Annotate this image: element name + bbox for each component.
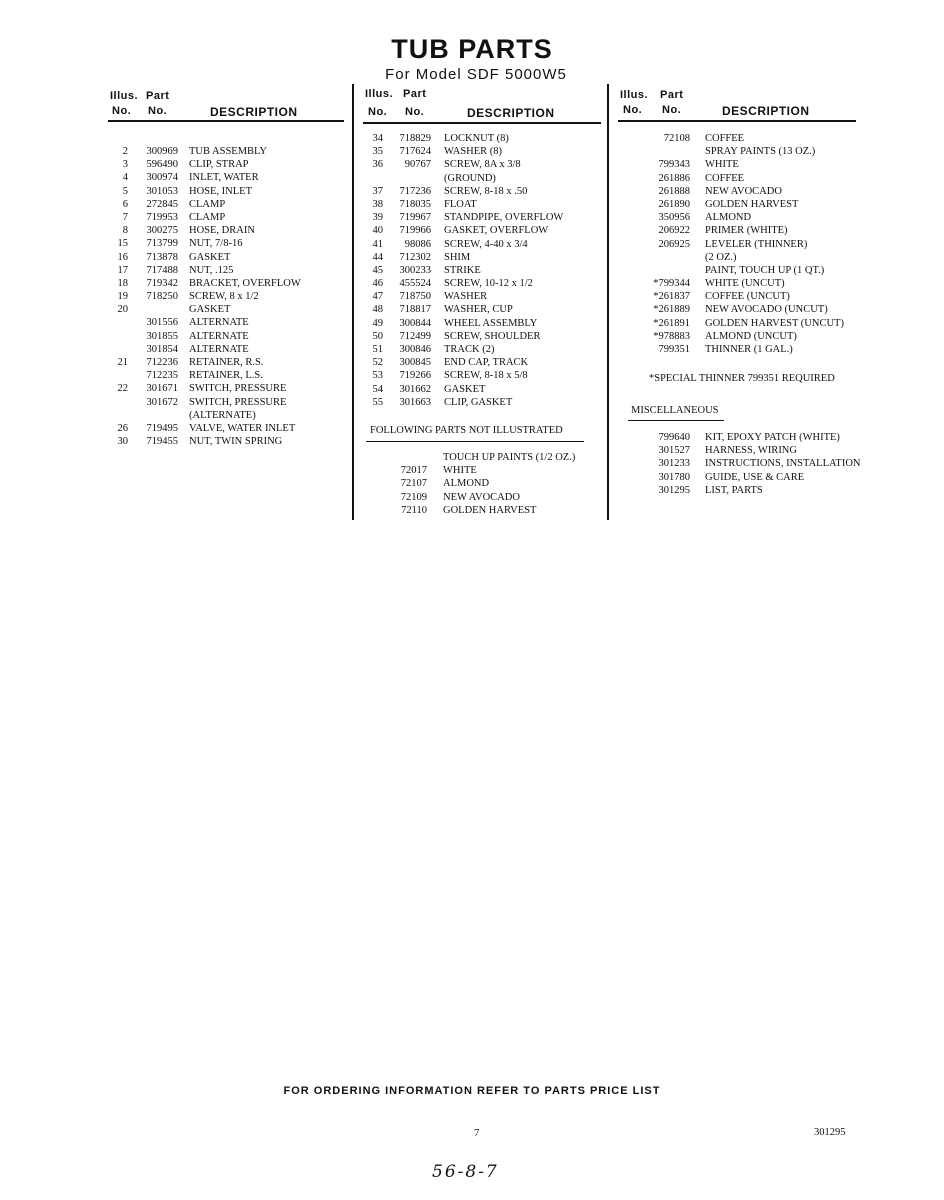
- part-description: ALMOND: [443, 478, 490, 490]
- part-number: *261837: [653, 291, 690, 303]
- part-number: 712236: [146, 357, 178, 368]
- part-description: ALTERNATE: [189, 317, 249, 329]
- part-description: SPRAY PAINTS (13 OZ.): [705, 146, 816, 158]
- parts-row: [363, 278, 603, 291]
- illus-number: 4: [122, 172, 128, 184]
- column2-parts-list: [363, 133, 603, 410]
- part-number: 272845: [146, 198, 178, 210]
- document-number: 301295: [814, 1127, 846, 1138]
- part-number: 72110: [401, 504, 427, 516]
- part-description: SWITCH, PRESSURE: [189, 396, 287, 408]
- parts-row: [110, 344, 346, 357]
- part-description: GOLDEN HARVEST (UNCUT): [705, 317, 844, 329]
- description-header: DESCRIPTION: [467, 106, 555, 120]
- part-number: 713799: [146, 238, 178, 250]
- parts-row: [363, 239, 603, 252]
- part-number: 72109: [400, 491, 427, 503]
- part-number: 301527: [658, 445, 690, 457]
- illus-number: 49: [372, 317, 383, 329]
- part-number: 301053: [146, 185, 178, 197]
- part-number: 455524: [399, 278, 431, 290]
- part-description: GASKET: [444, 383, 486, 395]
- part-number: *978883: [653, 330, 690, 342]
- part-description: STANDPIPE, OVERFLOW: [444, 212, 564, 224]
- part-number: 717236: [399, 185, 431, 197]
- part-description: WHITE (UNCUT): [705, 278, 785, 290]
- part-header-line2: No.: [405, 106, 425, 118]
- illus-number: 53: [372, 370, 383, 382]
- part-description: COFFEE: [705, 172, 745, 184]
- column3-parts-list: [620, 133, 870, 357]
- parts-row: [620, 265, 870, 278]
- parts-row: [110, 291, 346, 304]
- part-number: 712302: [399, 251, 431, 263]
- parts-row: [110, 252, 346, 265]
- part-description: INLET, WATER: [189, 172, 259, 184]
- part-description: GOLDEN HARVEST: [443, 504, 537, 516]
- part-number: 718829: [399, 133, 431, 144]
- part-number: 799343: [658, 159, 690, 171]
- part-description: WHITE: [705, 159, 739, 171]
- part-description: GASKET: [189, 304, 231, 316]
- parts-row: [363, 465, 603, 478]
- part-number: 300275: [146, 225, 178, 237]
- illus-number: 6: [122, 198, 128, 210]
- column3-misc-list: [620, 432, 880, 498]
- illus-number: 21: [117, 357, 128, 368]
- parts-row: [110, 397, 346, 410]
- part-description: TUB ASSEMBLY: [189, 146, 268, 157]
- illus-number: 16: [117, 251, 128, 263]
- column1-parts-list: [110, 146, 346, 449]
- illus-number: 19: [117, 291, 128, 303]
- description-header: DESCRIPTION: [722, 104, 810, 118]
- illus-header-line2: No.: [623, 104, 643, 116]
- part-description: LOCKNUT (8): [444, 133, 509, 144]
- part-description: STRIKE: [444, 264, 481, 276]
- parts-row: [110, 225, 346, 238]
- part-number: 300969: [146, 146, 178, 157]
- illus-number: 47: [372, 291, 383, 303]
- part-description: CLIP, STRAP: [189, 159, 249, 171]
- illus-header-line1: Illus.: [620, 89, 649, 101]
- parts-row: [620, 445, 880, 458]
- part-header-line1: Part: [146, 90, 170, 102]
- illus-number: 55: [372, 396, 383, 408]
- part-description: SWITCH, PRESSURE: [189, 383, 287, 395]
- part-number: 301855: [146, 330, 178, 342]
- parts-row: [110, 410, 346, 423]
- illus-number: 34: [372, 133, 383, 144]
- parts-row: [110, 278, 346, 291]
- part-header-line1: Part: [660, 89, 684, 101]
- miscellaneous-rule: [628, 420, 724, 421]
- part-description: ALMOND: [705, 212, 752, 224]
- part-number: 719455: [146, 436, 178, 448]
- part-number: 206925: [658, 238, 690, 250]
- part-number: 350956: [658, 212, 690, 224]
- parts-row: [620, 199, 870, 212]
- illus-header-line2: No.: [112, 105, 132, 117]
- part-number: 717624: [399, 146, 431, 158]
- part-number: 718250: [146, 291, 178, 303]
- part-description: SCREW, SHOULDER: [444, 330, 541, 342]
- part-description: SCREW, 8-18 x 5/8: [444, 370, 528, 382]
- illus-number: 15: [117, 238, 128, 250]
- part-number: 261888: [658, 185, 690, 197]
- parts-row: [363, 291, 603, 304]
- part-description: NEW AVOCADO: [705, 185, 782, 197]
- part-number: 713878: [146, 251, 178, 263]
- part-description: END CAP, TRACK: [444, 357, 529, 369]
- part-number: 261886: [658, 172, 690, 184]
- parts-row: [363, 159, 603, 172]
- part-description: HOSE, DRAIN: [189, 225, 255, 237]
- part-number: 72017: [400, 465, 427, 477]
- part-number: 301780: [658, 471, 690, 483]
- parts-row: [110, 172, 346, 185]
- part-number: 300233: [399, 264, 431, 276]
- model-subtitle: For Model SDF 5000W5: [385, 66, 567, 83]
- illus-number: 20: [117, 304, 128, 316]
- part-number: 712235: [146, 370, 178, 382]
- parts-row: [620, 186, 870, 199]
- parts-row: [363, 225, 603, 238]
- part-description: THINNER (1 GAL.): [705, 344, 793, 355]
- part-description: NEW AVOCADO: [443, 491, 520, 503]
- illus-number: 50: [372, 330, 383, 342]
- illus-number: 45: [372, 264, 383, 276]
- ordering-info-footer: FOR ORDERING INFORMATION REFER TO PARTS PRICE LIST: [283, 1085, 661, 1097]
- part-description: RETAINER, R.S.: [189, 357, 264, 368]
- parts-row: [620, 318, 870, 331]
- illus-number: 2: [122, 146, 128, 157]
- parts-row: [363, 186, 603, 199]
- part-number: 719953: [146, 211, 178, 223]
- illus-number: 35: [372, 146, 383, 158]
- illus-number: 40: [372, 225, 383, 237]
- part-description: GUIDE, USE & CARE: [705, 471, 805, 483]
- parts-row: [363, 397, 603, 410]
- part-number: 718750: [399, 291, 431, 303]
- part-number: 301556: [146, 317, 178, 329]
- parts-row: [620, 133, 870, 146]
- illus-number: 26: [117, 422, 128, 434]
- illus-number: 36: [372, 159, 383, 171]
- parts-row: [110, 212, 346, 225]
- parts-row: [110, 159, 346, 172]
- part-description: (GROUND): [444, 172, 496, 184]
- part-description: SCREW, 8-18 x .50: [444, 185, 528, 197]
- part-header-line2: No.: [662, 104, 682, 116]
- description-header: DESCRIPTION: [210, 105, 298, 119]
- part-description: TOUCH UP PAINTS (1/2 OZ.): [443, 452, 576, 463]
- part-description: WASHER (8): [444, 146, 503, 158]
- part-number: 300844: [399, 317, 431, 329]
- part-number: 301671: [146, 383, 178, 395]
- parts-row: [363, 357, 603, 370]
- part-number: 719966: [399, 225, 431, 237]
- parts-row: [363, 199, 603, 212]
- part-description: HOSE, INLET: [189, 185, 252, 197]
- part-number: 718817: [399, 304, 431, 316]
- part-number: 300974: [146, 172, 178, 184]
- parts-row: [110, 383, 346, 396]
- part-description: NUT, 7/8-16: [189, 238, 243, 250]
- part-description: GASKET: [189, 251, 231, 263]
- not-illustrated-heading: FOLLOWING PARTS NOT ILLUSTRATED: [370, 425, 563, 436]
- part-description: COFFEE (UNCUT): [705, 291, 790, 303]
- part-number: 301663: [399, 396, 431, 408]
- part-description: PAINT, TOUCH UP (1 QT.): [705, 264, 825, 276]
- part-number: *261891: [653, 317, 690, 329]
- part-description: WHEEL ASSEMBLY: [444, 317, 538, 329]
- part-number: 712499: [399, 330, 431, 342]
- parts-row: [620, 344, 870, 357]
- part-number: 72107: [400, 478, 427, 490]
- page-number: 7: [474, 1127, 480, 1139]
- illus-header-line1: Illus.: [110, 90, 139, 102]
- parts-row: [620, 472, 880, 485]
- parts-row: [363, 478, 603, 491]
- column1-header: [110, 90, 342, 120]
- part-description: SCREW, 8A x 3/8: [444, 159, 521, 171]
- part-description: GASKET, OVERFLOW: [444, 225, 549, 237]
- column1-header-rule: [108, 120, 344, 122]
- column3-header: [620, 89, 852, 119]
- part-number: 719266: [399, 370, 431, 382]
- part-number: 717488: [146, 264, 178, 276]
- part-description: SCREW, 10-12 x 1/2: [444, 278, 533, 290]
- parts-row: [363, 173, 603, 186]
- part-number: 301295: [658, 484, 690, 496]
- part-description: WASHER, CUP: [444, 304, 513, 316]
- parts-row: [620, 432, 880, 445]
- part-number: 301854: [146, 343, 178, 355]
- column3-header-rule: [618, 120, 856, 122]
- column2-touchup-list: [363, 452, 603, 518]
- part-description: WHITE: [443, 465, 477, 477]
- parts-row: [110, 436, 346, 449]
- parts-row: [363, 318, 603, 331]
- miscellaneous-heading: MISCELLANEOUS: [631, 405, 719, 416]
- part-number: 596490: [146, 159, 178, 171]
- parts-row: [620, 291, 870, 304]
- column2-header-rule: [363, 122, 601, 124]
- parts-row: [110, 317, 346, 330]
- part-header-line2: No.: [148, 105, 168, 117]
- parts-row: [363, 370, 603, 383]
- part-description: FLOAT: [444, 198, 477, 210]
- illus-number: 48: [372, 304, 383, 316]
- parts-row: [110, 304, 346, 317]
- part-number: 301662: [399, 383, 431, 395]
- part-number: 72108: [663, 133, 690, 144]
- parts-row: [110, 238, 346, 251]
- part-description: LIST, PARTS: [705, 484, 763, 496]
- part-description: ALTERNATE: [189, 330, 249, 342]
- parts-row: [620, 331, 870, 344]
- illus-number: 18: [117, 277, 128, 289]
- part-description: RETAINER, L.S.: [189, 370, 263, 382]
- parts-row: [110, 423, 346, 436]
- part-description: CLIP, GASKET: [444, 396, 513, 408]
- parts-row: [620, 225, 870, 238]
- part-description: (ALTERNATE): [189, 409, 256, 421]
- illus-header-line2: No.: [368, 106, 388, 118]
- illus-number: 44: [372, 251, 383, 263]
- part-number: 206922: [658, 225, 690, 237]
- parts-row: [620, 146, 870, 159]
- illus-number: 39: [372, 212, 383, 224]
- part-description: PRIMER (WHITE): [705, 225, 788, 237]
- parts-row: [363, 212, 603, 225]
- part-description: (2 OZ.): [705, 251, 737, 263]
- parts-row: [110, 186, 346, 199]
- part-number: 719967: [399, 212, 431, 224]
- parts-row: [110, 265, 346, 278]
- part-number: 90767: [404, 159, 431, 171]
- illus-number: 17: [117, 264, 128, 276]
- column-divider-right: [607, 84, 609, 520]
- illus-number: 5: [122, 185, 128, 197]
- parts-row: [363, 452, 603, 465]
- illus-number: 52: [372, 357, 383, 369]
- parts-row: [363, 492, 603, 505]
- part-description: TRACK (2): [444, 344, 495, 355]
- part-number: 718035: [399, 198, 431, 210]
- part-description: WASHER: [444, 291, 488, 303]
- special-thinner-note: *SPECIAL THINNER 799351 REQUIRED: [649, 373, 835, 384]
- column-divider-left: [352, 84, 354, 520]
- page-title: TUB PARTS: [391, 34, 553, 64]
- handwritten-mark: 56-8-7: [432, 1162, 499, 1182]
- parts-row: [363, 252, 603, 265]
- part-description: VALVE, WATER INLET: [189, 422, 296, 434]
- part-description: ALTERNATE: [189, 343, 249, 355]
- part-number: 719342: [146, 277, 178, 289]
- part-description: SCREW, 8 x 1/2: [189, 291, 259, 303]
- part-number: 799640: [658, 432, 690, 443]
- parts-row: [620, 278, 870, 291]
- parts-row: [363, 331, 603, 344]
- illus-number: 8: [122, 225, 128, 237]
- parts-row: [363, 265, 603, 278]
- part-description: CLAMP: [189, 211, 226, 223]
- part-description: NUT, .125: [189, 264, 234, 276]
- part-header-line1: Part: [403, 88, 427, 100]
- parts-row: [110, 199, 346, 212]
- part-number: 300846: [399, 344, 431, 355]
- parts-row: [620, 212, 870, 225]
- parts-row: [363, 133, 603, 146]
- illus-header-line1: Illus.: [365, 88, 394, 100]
- part-number: 261890: [658, 198, 690, 210]
- parts-row: [363, 304, 603, 317]
- illus-number: 51: [372, 344, 383, 355]
- part-description: ALMOND (UNCUT): [705, 330, 797, 342]
- part-description: NEW AVOCADO (UNCUT): [705, 304, 828, 316]
- illus-number: 54: [372, 383, 383, 395]
- parts-row: [110, 331, 346, 344]
- illus-number: 22: [117, 383, 128, 395]
- illus-number: 30: [117, 436, 128, 448]
- illus-number: 37: [372, 185, 383, 197]
- parts-row: [110, 370, 346, 383]
- parts-row: [363, 344, 603, 357]
- illus-number: 3: [122, 159, 128, 171]
- parts-row: [110, 357, 346, 370]
- part-description: KIT, EPOXY PATCH (WHITE): [705, 432, 840, 443]
- parts-row: [620, 252, 870, 265]
- part-number: *799344: [653, 278, 690, 290]
- part-description: SCREW, 4-40 x 3/4: [444, 238, 528, 250]
- parts-row: [620, 159, 870, 172]
- part-number: *261889: [653, 304, 690, 316]
- part-description: CLAMP: [189, 198, 226, 210]
- part-number: 799351: [658, 344, 690, 355]
- not-illustrated-rule: [366, 441, 584, 442]
- part-number: 719495: [146, 422, 178, 434]
- illus-number: 7: [122, 211, 128, 223]
- part-number: 98086: [404, 238, 431, 250]
- illus-number: 46: [372, 278, 383, 290]
- column2-header: [365, 88, 597, 118]
- parts-row: [620, 239, 870, 252]
- part-description: GOLDEN HARVEST: [705, 198, 799, 210]
- parts-row: [620, 485, 880, 498]
- illus-number: 41: [372, 238, 383, 250]
- part-description: COFFEE: [705, 133, 745, 144]
- parts-row: [620, 304, 870, 317]
- part-description: NUT, TWIN SPRING: [189, 436, 283, 448]
- parts-row: [620, 173, 870, 186]
- part-description: INSTRUCTIONS, INSTALLATION: [705, 458, 861, 470]
- part-number: 301233: [658, 458, 690, 470]
- illus-number: 38: [372, 198, 383, 210]
- part-number: 300845: [399, 357, 431, 369]
- parts-row: [363, 384, 603, 397]
- parts-row: [620, 458, 880, 471]
- part-description: SHIM: [444, 251, 471, 263]
- part-description: BRACKET, OVERFLOW: [189, 277, 301, 289]
- part-number: 301672: [146, 396, 178, 408]
- parts-row: [363, 146, 603, 159]
- part-description: HARNESS, WIRING: [705, 445, 797, 457]
- parts-row: [363, 505, 603, 518]
- parts-row: [110, 146, 346, 159]
- part-description: LEVELER (THINNER): [705, 238, 808, 250]
